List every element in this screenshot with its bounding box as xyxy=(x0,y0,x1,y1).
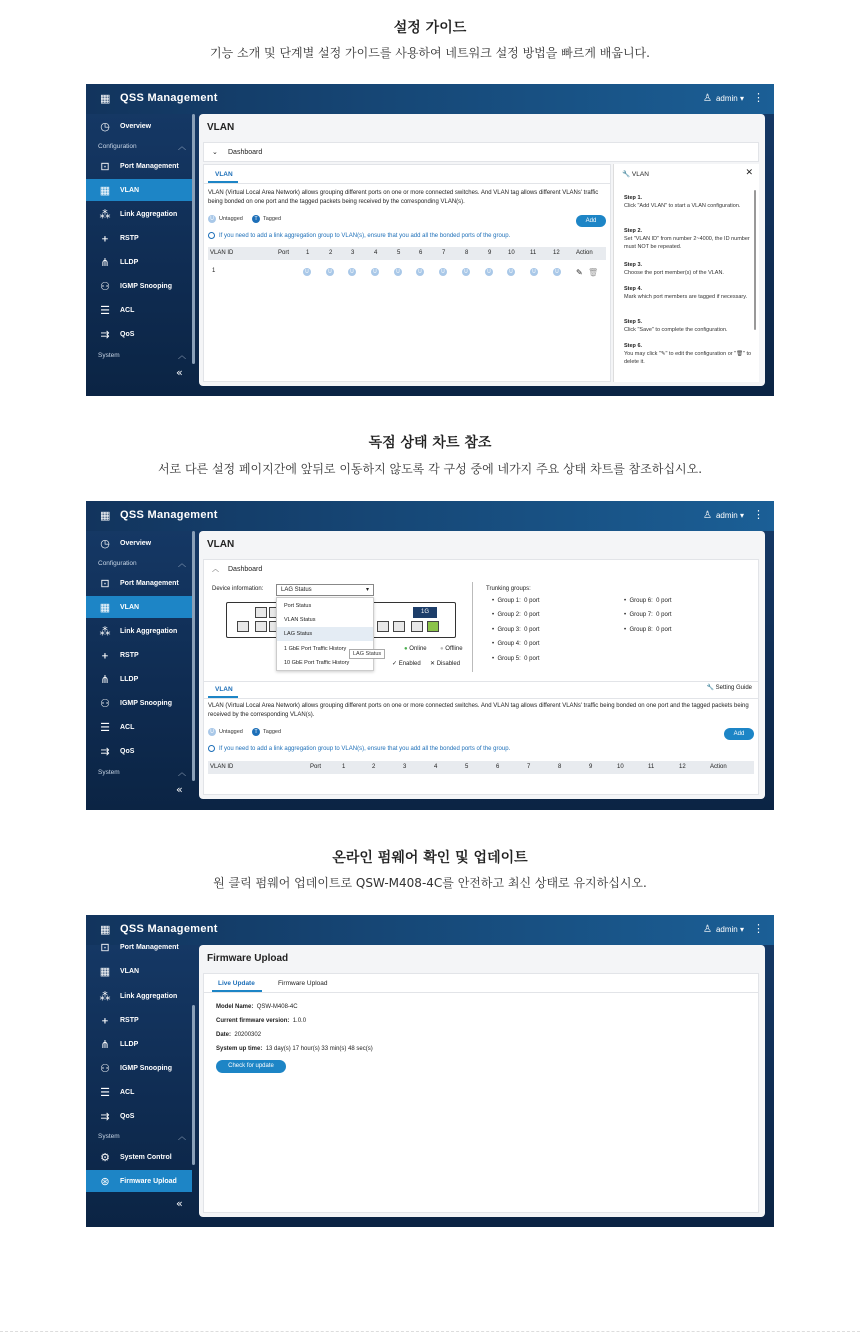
rstp-icon: ᚐ xyxy=(102,1014,108,1027)
wrench-icon: 🔧 xyxy=(622,171,631,178)
page-title: VLAN xyxy=(207,539,235,550)
switch-port xyxy=(411,621,423,632)
model-name: Model Name: QSW-M408-4C xyxy=(216,1004,298,1010)
igmp-icon: ⚇ xyxy=(100,697,110,710)
user-menu[interactable]: ♙ admin ▾ xyxy=(702,510,744,521)
setting-guide-panel xyxy=(613,164,759,382)
acl-list-icon: ☰ xyxy=(100,721,110,734)
qss-logo-icon: ▦ xyxy=(100,92,111,105)
col-port-4: 4 xyxy=(374,250,378,256)
chevron-up-icon: ︿ xyxy=(178,1131,186,1141)
sidebar xyxy=(86,941,196,1227)
device-info-dropdown xyxy=(276,597,374,671)
col-vlan-id: VLAN ID xyxy=(210,250,234,256)
gear-icon: ⚙ xyxy=(100,1151,110,1164)
port-11-untagged-icon[interactable]: U xyxy=(530,268,538,276)
user-icon: ♙ xyxy=(702,924,712,935)
guide-step-3: Step 3. Choose the port member(s) of the VLAN. xyxy=(624,262,724,276)
sidebar-item-acl[interactable]: ☰ ACL xyxy=(86,299,192,321)
user-menu[interactable]: ♙ admin ▾ xyxy=(702,93,744,104)
vlan-description: VLAN (Virtual Local Area Network) allows grouping different ports on one or more connected switches. And VLAN tag allows different VLANs' traffic being bonded on one port and the tagged packets being received by the corresponding VLAN(s). xyxy=(208,190,599,205)
acl-list-icon: ☰ xyxy=(100,1086,110,1099)
igmp-icon: ⚇ xyxy=(100,1062,110,1075)
rstp-icon: ᚐ xyxy=(102,232,108,245)
vlan-table-header xyxy=(208,761,754,774)
group-5: • Group 5: 0 port xyxy=(492,656,540,662)
col-port-10: 10 xyxy=(508,250,515,256)
collapse-sidebar-icon[interactable]: « xyxy=(176,783,183,796)
port-icon: ⊡ xyxy=(100,577,110,590)
lldp-icon: ⋔ xyxy=(100,1038,110,1051)
app-title: QSS Management xyxy=(120,923,218,935)
guide-step-1: Step 1. Click "Add VLAN" to start a VLAN configuration. xyxy=(624,195,741,209)
qss-logo-icon: ▦ xyxy=(100,509,111,522)
col-port-1: 1 xyxy=(306,250,310,256)
port-4-untagged-icon[interactable]: U xyxy=(371,268,379,276)
col-port-5: 5 xyxy=(465,764,469,770)
col-port-7: 7 xyxy=(527,764,531,770)
device-info-select[interactable]: LAG Status ▾ xyxy=(276,584,374,596)
col-vlan-id: VLAN ID xyxy=(210,764,234,770)
caret-down-icon: ▾ xyxy=(365,587,369,593)
port-icon: ⊡ xyxy=(100,941,110,954)
group-2: • Group 2: 0 port xyxy=(492,612,540,618)
sidebar xyxy=(86,531,196,810)
qss-logo-icon: ▦ xyxy=(100,923,111,936)
1g-label: 1G xyxy=(413,607,437,618)
col-port: Port xyxy=(278,250,290,256)
col-port-6: 6 xyxy=(419,250,423,256)
group-7: • Group 7: 0 port xyxy=(624,612,672,618)
col-port-7: 7 xyxy=(442,250,446,256)
vlan-page xyxy=(199,531,765,799)
sidebar-item-rstp[interactable]: ᚐ RSTP xyxy=(86,1009,192,1031)
col-port-9: 9 xyxy=(488,250,492,256)
sidebar-item-system-control[interactable]: ⚙ System Control xyxy=(86,1146,192,1168)
lag-info-note: If you need to add a link aggregation group to VLAN(s), ensure that you add all the bonded ports of the group. xyxy=(208,232,510,239)
legend-tagged: T Tagged xyxy=(252,728,281,736)
group-3: • Group 3: 0 port xyxy=(492,627,540,633)
legend-online: ● Online xyxy=(404,646,427,652)
group-6: • Group 6: 0 port xyxy=(624,598,672,604)
sidebar-item-acl[interactable]: ☰ ACL xyxy=(86,716,192,738)
port-7-untagged-icon[interactable]: U xyxy=(439,268,447,276)
col-port: Port xyxy=(310,764,322,770)
chevron-up-icon[interactable]: ︿ xyxy=(212,566,219,573)
dashboard-section xyxy=(203,559,759,683)
offline-dot-icon: ● xyxy=(440,646,444,652)
add-vlan-button[interactable]: Add xyxy=(724,728,754,740)
legend-offline: ● Offline xyxy=(440,646,463,652)
chevron-up-icon: ︿ xyxy=(178,141,186,151)
port-12-untagged-icon[interactable]: U xyxy=(553,268,561,276)
lldp-icon: ⋔ xyxy=(100,673,110,686)
port-3-untagged-icon[interactable]: U xyxy=(348,268,356,276)
col-port-9: 9 xyxy=(589,764,593,770)
sidebar-item-vlan[interactable]: ▦ VLAN xyxy=(99,965,140,978)
switch-port xyxy=(377,621,389,632)
guide-title: 🔧 VLAN xyxy=(622,171,649,178)
divider xyxy=(204,698,758,699)
user-icon: ♙ xyxy=(702,510,712,521)
col-port-8: 8 xyxy=(558,764,562,770)
firmware-page xyxy=(199,945,765,1217)
vlan-card xyxy=(203,681,759,795)
screenshot-firmware xyxy=(86,915,774,1227)
sidebar-scrollbar[interactable] xyxy=(192,531,195,781)
link-aggregation-icon: ⁂ xyxy=(99,208,111,221)
sidebar-item-port-management[interactable]: ⊡ Port Management xyxy=(86,572,192,594)
sidebar-item-lldp[interactable]: ⋔ LLDP xyxy=(86,251,192,273)
lldp-icon: ⋔ xyxy=(100,256,110,269)
sidebar-item-overview[interactable]: ◷ Overview xyxy=(86,115,192,137)
option-vlan-status[interactable]: VLAN Status xyxy=(284,617,316,623)
col-port-2: 2 xyxy=(372,764,376,770)
screenshot-setting-guide xyxy=(86,84,774,396)
option-10gbe-traffic[interactable]: 10 GbE Port Traffic History xyxy=(284,660,350,666)
check-icon: ✓ xyxy=(392,661,398,667)
close-icon[interactable]: ✕ xyxy=(745,168,753,178)
sidebar-item-rstp[interactable]: ᚐ RSTP xyxy=(86,644,192,666)
screenshot-status-charts xyxy=(86,501,774,810)
wrench-icon: 🔧 xyxy=(706,685,714,691)
guide-step-2: Step 2. Set "VLAN ID" from number 2~4000, the ID number must NOT be repeated. xyxy=(624,228,750,250)
chevron-up-icon: ︿ xyxy=(178,767,186,777)
sidebar-group-configuration[interactable]: Configuration ︿ xyxy=(98,141,186,151)
guide-step-6: Step 6. You may click "✎" to edit the configuration or "🗑" to delete it. xyxy=(624,343,752,365)
divider xyxy=(204,992,758,993)
switch-port xyxy=(255,621,267,632)
legend-tagged: T Tagged xyxy=(252,215,281,223)
port-1-untagged-icon[interactable]: U xyxy=(303,268,311,276)
section-3-description: 원 클릭 펌웨어 업데이트로 QSW-M408-4C를 안전하고 최신 상태로 유지하십시오. xyxy=(213,876,647,890)
more-menu-icon[interactable]: ⋮ xyxy=(753,922,764,935)
col-port-3: 3 xyxy=(403,764,407,770)
collapse-sidebar-icon[interactable]: « xyxy=(176,1197,183,1210)
online-dot-icon: ● xyxy=(404,646,408,652)
page-title: VLAN xyxy=(207,122,235,133)
port-icon: ⊡ xyxy=(100,160,110,173)
divider xyxy=(472,582,473,672)
firmware-date: Date: 20200302 xyxy=(216,1032,262,1038)
firmware-icon: ⊛ xyxy=(100,1175,110,1188)
switch-port xyxy=(393,621,405,632)
lag-status-tooltip: LAG Status xyxy=(349,649,385,659)
vlan-description: VLAN (Virtual Local Area Network) allows grouping different ports on one or more connected switches. And VLAN tag allows different VLANs' traffic being bonded on one port and the tagged packets being received by the corresponding VLAN(s). xyxy=(208,703,749,718)
sidebar-item-rstp[interactable]: ᚐ RSTP xyxy=(86,227,192,249)
sidebar-item-igmp-snooping[interactable]: ⚇ IGMP Snooping xyxy=(86,692,192,714)
sidebar-item-vlan[interactable]: ▦ VLAN xyxy=(86,596,192,618)
sidebar-item-port-management[interactable]: ⊡ Port Management xyxy=(86,936,192,958)
col-action: Action xyxy=(576,250,593,256)
col-port-6: 6 xyxy=(496,764,500,770)
col-port-12: 12 xyxy=(553,250,560,256)
col-action: Action xyxy=(710,764,727,770)
legend-untagged: U Untagged xyxy=(208,215,243,223)
chevron-up-icon: ︿ xyxy=(178,350,186,360)
user-menu[interactable]: ♙ admin ▾ xyxy=(702,924,744,935)
tab-live-update[interactable]: Live Update xyxy=(218,980,255,987)
tab-vlan[interactable]: VLAN xyxy=(215,171,233,178)
app-title: QSS Management xyxy=(120,509,218,521)
switch-port xyxy=(255,607,267,618)
vlan-icon: ▦ xyxy=(99,184,111,197)
edit-icon[interactable]: ✎ xyxy=(576,268,583,277)
switch-port-active xyxy=(427,621,439,632)
guide-scrollbar[interactable] xyxy=(754,190,756,330)
section-2-title: 독점 상태 차트 참조 xyxy=(368,435,492,451)
gauge-icon: ◷ xyxy=(100,120,110,133)
sidebar-item-lldp[interactable]: ⋔ LLDP xyxy=(86,1033,192,1055)
sidebar-item-lldp[interactable]: ⋔ LLDP xyxy=(86,668,192,690)
info-icon xyxy=(208,232,215,239)
col-port-11: 11 xyxy=(530,250,537,256)
sidebar-scrollbar[interactable] xyxy=(192,1005,195,1165)
sidebar-item-qos[interactable]: ⇉ QoS xyxy=(86,323,192,345)
vlan-icon: ▦ xyxy=(99,965,111,978)
tab-vlan[interactable]: VLAN xyxy=(215,686,233,693)
col-port-10: 10 xyxy=(617,764,624,770)
add-vlan-button[interactable]: Add xyxy=(576,215,606,227)
more-menu-icon[interactable]: ⋮ xyxy=(753,508,764,521)
qos-icon: ⇉ xyxy=(100,1110,110,1123)
sidebar-item-igmp-snooping[interactable]: ⚇ IGMP Snooping xyxy=(86,1057,192,1079)
sidebar-item-port-management[interactable]: ⊡ Port Management xyxy=(86,155,192,177)
sidebar-item-acl[interactable]: ☰ ACL xyxy=(86,1081,192,1103)
link-aggregation-icon: ⁂ xyxy=(99,625,111,638)
gauge-icon: ◷ xyxy=(100,537,110,550)
system-up-time: System up time: 13 day(s) 17 hour(s) 33 min(s) 48 sec(s) xyxy=(216,1046,373,1052)
device-info-label: Device information: xyxy=(212,586,264,592)
sidebar-group-system[interactable]: System ︿ xyxy=(98,767,186,777)
group-8: • Group 8: 0 port xyxy=(624,627,672,633)
sidebar-item-link-aggregation[interactable]: ⁂ Link Aggregation xyxy=(99,625,178,638)
col-port-5: 5 xyxy=(397,250,401,256)
collapse-sidebar-icon[interactable]: « xyxy=(176,366,183,379)
col-port-12: 12 xyxy=(679,764,686,770)
option-port-status[interactable]: Port Status xyxy=(284,603,312,609)
sidebar-item-overview[interactable]: ◷ Overview xyxy=(86,532,192,554)
dashboard-label: Dashboard xyxy=(228,566,263,573)
page-title: Firmware Upload xyxy=(207,953,289,964)
app-title: QSS Management xyxy=(120,92,218,104)
option-1gbe-traffic[interactable]: 1 GbE Port Traffic History xyxy=(284,646,347,652)
link-aggregation-icon: ⁂ xyxy=(99,990,111,1003)
current-firmware-version: Current firmware version: 1.0.0 xyxy=(216,1018,307,1024)
col-port-3: 3 xyxy=(351,250,355,256)
vlan-icon: ▦ xyxy=(99,601,111,614)
sidebar xyxy=(86,114,196,396)
legend-enabled: ✓ Enabled xyxy=(392,661,421,667)
sidebar-scrollbar[interactable] xyxy=(192,114,195,364)
sidebar-item-link-aggregation[interactable]: ⁂ Link Aggregation xyxy=(99,990,178,1003)
sidebar-item-link-aggregation[interactable]: ⁂ Link Aggregation xyxy=(99,208,178,221)
rstp-icon: ᚐ xyxy=(102,649,108,662)
sidebar-item-qos[interactable]: ⇉ QoS xyxy=(86,1105,192,1127)
divider xyxy=(204,183,610,184)
section-1-title: 설정 가이드 xyxy=(393,20,467,36)
chevron-up-icon: ︿ xyxy=(178,558,186,568)
guide-step-4: Step 4. Mark which port members are tagged if necessary. xyxy=(624,286,748,300)
top-bar xyxy=(86,84,774,114)
vlan-card xyxy=(203,164,611,382)
port-10-untagged-icon[interactable]: U xyxy=(507,268,515,276)
col-port-8: 8 xyxy=(465,250,469,256)
igmp-icon: ⚇ xyxy=(100,280,110,293)
port-9-untagged-icon[interactable]: U xyxy=(485,268,493,276)
vlan-page xyxy=(199,114,765,386)
row-vlan-id: 1 xyxy=(212,268,216,274)
sidebar-group-system[interactable]: System ︿ xyxy=(98,1131,186,1141)
legend-disabled: ✕ Disabled xyxy=(430,661,461,667)
firmware-card xyxy=(203,973,759,1213)
vlan-table-header xyxy=(208,247,606,260)
setting-guide-link[interactable]: 🔧 Setting Guide xyxy=(706,685,752,691)
section-1-description: 기능 소개 및 단계별 설정 가이드를 사용하여 네트워크 설정 방법을 빠르게 배웁니다. xyxy=(210,46,650,60)
qos-icon: ⇉ xyxy=(100,745,110,758)
section-2-description: 서로 다른 설정 페이지간에 앞뒤로 이동하지 않도록 각 구성 중에 네가지 주요 상태 차트를 참조하십시오. xyxy=(157,462,703,476)
legend-untagged: U Untagged xyxy=(208,728,243,736)
delete-icon[interactable]: 🗑 xyxy=(588,268,599,277)
port-5-untagged-icon[interactable]: U xyxy=(394,268,402,276)
port-2-untagged-icon[interactable]: U xyxy=(326,268,334,276)
sidebar-item-vlan[interactable]: ▦ VLAN xyxy=(86,179,192,201)
group-4: • Group 4: 0 port xyxy=(492,641,540,647)
user-icon: ♙ xyxy=(702,93,712,104)
acl-list-icon: ☰ xyxy=(100,304,110,317)
option-lag-status[interactable]: LAG Status xyxy=(277,627,373,641)
col-port-11: 11 xyxy=(648,764,655,770)
dashboard-bar[interactable] xyxy=(203,142,759,162)
col-port-4: 4 xyxy=(434,764,438,770)
col-port-2: 2 xyxy=(329,250,333,256)
guide-step-5: Step 5. Click "Save" to complete the configuration. xyxy=(624,319,728,333)
sidebar-item-igmp-snooping[interactable]: ⚇ IGMP Snooping xyxy=(86,275,192,297)
sidebar-item-qos[interactable]: ⇉ QoS xyxy=(86,740,192,762)
x-icon: ✕ xyxy=(430,661,436,667)
col-port-1: 1 xyxy=(342,764,346,770)
trunking-groups-label: Trunking groups: xyxy=(486,586,531,592)
more-menu-icon[interactable]: ⋮ xyxy=(753,91,764,104)
top-bar xyxy=(86,501,774,531)
section-3-title: 온라인 펌웨어 확인 및 업데이트 xyxy=(332,850,528,866)
group-1: • Group 1: 0 port xyxy=(492,598,540,604)
dashboard-label: Dashboard xyxy=(228,149,263,156)
port-6-untagged-icon[interactable]: U xyxy=(416,268,424,276)
sidebar-group-system[interactable]: System ︿ xyxy=(98,350,186,360)
port-8-untagged-icon[interactable]: U xyxy=(462,268,470,276)
sidebar-group-configuration[interactable]: Configuration ︿ xyxy=(98,558,186,568)
tab-firmware-upload[interactable]: Firmware Upload xyxy=(278,980,328,987)
info-icon xyxy=(208,745,215,752)
sidebar-item-firmware-upload[interactable]: ⊛ Firmware Upload xyxy=(86,1170,192,1192)
lag-info-note: If you need to add a link aggregation group to VLAN(s), ensure that you add all the bonded ports of the group. xyxy=(208,745,510,752)
chevron-down-icon: ⌄ xyxy=(212,149,218,156)
check-for-update-button[interactable]: Check for update xyxy=(216,1060,286,1073)
qos-icon: ⇉ xyxy=(100,328,110,341)
switch-port xyxy=(237,621,249,632)
